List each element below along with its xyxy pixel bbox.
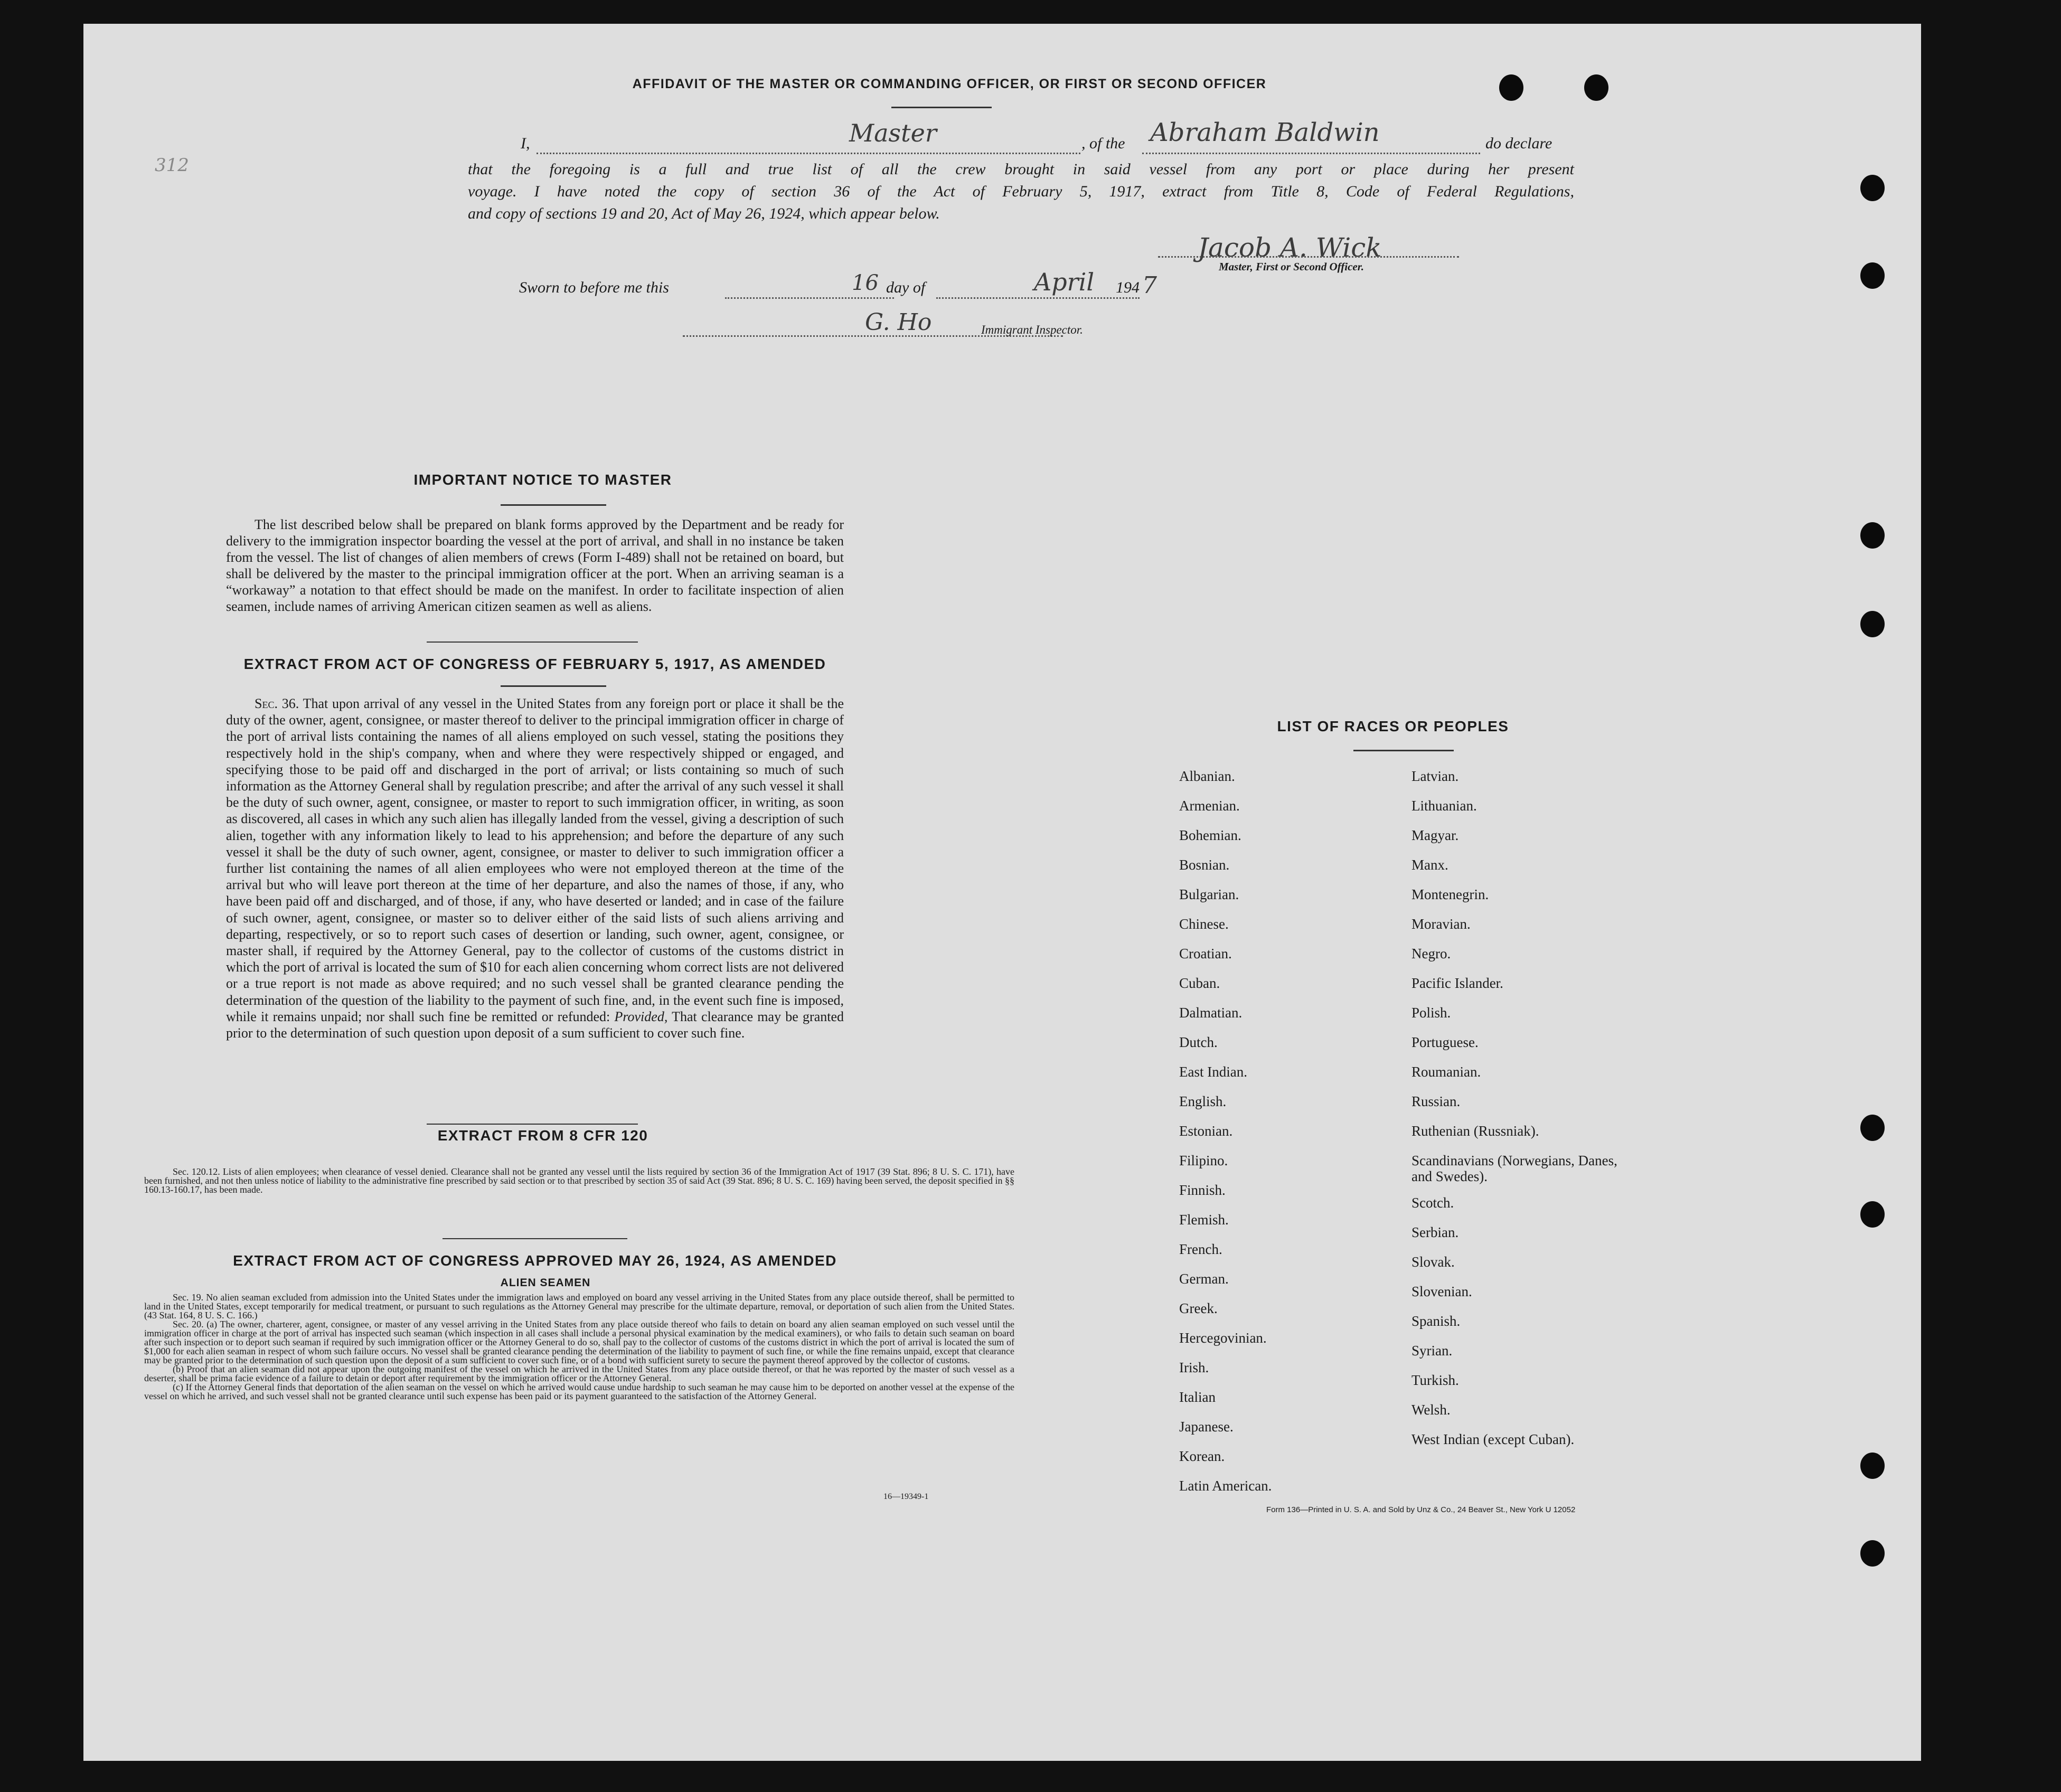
month-blank — [936, 297, 1140, 299]
cfr-title: EXTRACT FROM 8 CFR 120 — [437, 1127, 648, 1144]
inspector-caption: Immigrant Inspector. — [981, 323, 1083, 336]
notice-rule — [501, 504, 606, 506]
race-item: Slovak. — [1411, 1254, 1455, 1270]
race-item: Roumanian. — [1411, 1064, 1481, 1080]
race-item: Turkish. — [1411, 1372, 1459, 1388]
affidavit-line: that the foregoing is a full and true list of all the crew brought in said vessel from any port or place during her present — [468, 161, 1574, 178]
race-item: Montenegrin. — [1411, 886, 1489, 902]
section-20c: (c) If the Attorney General finds that deportation of the alien seaman on the vessel on which he arrived would cause undue hardship to such seaman he may cause him to be deported on another vessel at the expense of the vessel on which he arrived, and such vessel shall not be granted clearance until such expense has been paid or its payment guaranteed to the satisfaction of the Attorney General. — [144, 1382, 1014, 1401]
punch-hole — [1860, 1540, 1885, 1567]
race-item: Bosnian. — [1179, 857, 1230, 873]
races-title: LIST OF RACES OR PEOPLES — [1277, 718, 1509, 734]
race-item: Hercegovinian. — [1179, 1330, 1267, 1346]
race-item: Japanese. — [1179, 1419, 1234, 1435]
race-item: Finnish. — [1179, 1182, 1226, 1198]
race-item: Bohemian. — [1179, 827, 1241, 843]
race-item: French. — [1179, 1241, 1222, 1257]
race-item: English. — [1179, 1093, 1227, 1109]
race-item: Portuguese. — [1411, 1034, 1479, 1050]
race-item: Scandinavians (Norwegians, Danes, and Swedes). — [1411, 1153, 1617, 1184]
year-label: 194 — [1116, 279, 1140, 296]
section-text: That upon arrival of any vessel in the United States from any foreign port or place it shall be the duty of the owner, agent, consignee, or master thereof to deliver to the principal immigration officer in charge of the port of arrival lists containing the names of all aliens employed on such vessel, stating the positions they respectively hold in the ship's company, when and where they were respectively shipped or engaged, and specifying those to be paid off and discharged in the port of arrival; or lists containing so much of such information as the Attorney General shall by regulation prescribe; and after the arrival of any such vessel it shall be the duty of such owner, agent, consignee, or master to report to such immigration officer, in writing, as soon as discovered, all cases in which any such alien has illegally landed from the vessel, giving a description of such alien, together with any information likely to lead to his apprehension; and before the departure of any such vessel it shall be the duty of such owner, agent, consignee, or master to deliver to such immigration officer a further list containing the names of all alien employees who were not employed thereon at the time of the arrival but who will leave port thereon at the time of her departure, and also the names of those, if any, who have been paid off and discharged, and of those, if any, who have deserted or landed; and in case of the failure of such owner, agent, consignee, or master so to deliver either of the said lists of such aliens arriving and departing, respectively, or so to report such cases of desertion or landing, such owner, agent, consignee, or master shall, if required by the Attorney General, pay to the collector of customs of the customs district in which the port of arrival is located the sum of $10 for each alien concerning whom correct lists are not delivered or a true report is not made as above required; and no such vessel shall be granted clearance pending the determination of the question of the liability to the payment of such fine, and, in the event such fine is imposed, while it remains unpaid; nor shall such fine be remitted or refunded: — [226, 696, 844, 1024]
race-item: Korean. — [1179, 1448, 1225, 1464]
day-of-label: day of — [886, 279, 926, 296]
alien-seamen-subtitle: ALIEN SEAMEN — [500, 1277, 591, 1289]
race-item: Welsh. — [1411, 1402, 1451, 1418]
race-item: German. — [1179, 1271, 1229, 1287]
extract-1917-rule — [501, 685, 606, 687]
race-item: Moravian. — [1411, 916, 1471, 932]
vessel-blank — [1142, 153, 1480, 154]
document-sheet — [83, 24, 1921, 1761]
punch-hole — [1860, 1453, 1885, 1479]
punch-hole — [1860, 262, 1885, 289]
extract-1917-divider — [427, 1124, 638, 1125]
punch-hole — [1860, 522, 1885, 549]
race-item: Scotch. — [1411, 1195, 1454, 1211]
race-item: Estonian. — [1179, 1123, 1233, 1139]
race-item: Dalmatian. — [1179, 1005, 1243, 1021]
race-item: East Indian. — [1179, 1064, 1247, 1080]
margin-note: 312 — [155, 155, 189, 176]
punch-hole — [1860, 611, 1885, 637]
races-right-column — [1411, 768, 1633, 1461]
affidavit-i: I, — [521, 135, 530, 152]
race-item: Slovenian. — [1411, 1284, 1472, 1299]
title-rule — [891, 107, 992, 108]
punch-hole — [1584, 74, 1608, 101]
race-item: Negro. — [1411, 946, 1451, 961]
race-item: Filipino. — [1179, 1153, 1228, 1168]
of-the-label: , of the — [1081, 135, 1125, 152]
sworn-label: Sworn to before me this — [519, 279, 669, 296]
do-declare-label: do declare — [1485, 135, 1552, 152]
race-item: Greek. — [1179, 1300, 1218, 1316]
extract-1917-title: EXTRACT FROM ACT OF CONGRESS OF FEBRUARY 5, 1917, AS AMENDED — [243, 656, 826, 672]
section-20a: Sec. 20. (a) The owner, charterer, agent, consignee, or master of any vessel arriving in the United States from any place outside thereof who fails to detain on board any alien seaman employed on such vessel until the immigration officer in charge at the port of arrival has inspected such seaman (which inspection in all cases shall include a personal physical examination by the medical examiners), or who fails to detain such seaman on board after such inspection or to deport such seaman if required by such immigration officer or the Attorney General to do so, shall pay to the collector of customs of the customs district in which the port of arrival is located the sum of $1,000 for each alien seaman in respect of whom such failure occurs. No vessel shall be granted clearance pending the determination of the liability to payment of such fine, or while the fine remains unpaid, except that clearance may be granted prior to the determination of such question upon the deposit of a sum sufficient to cover such fine, or of a bond with sufficient surety to secure the payment thereof approved by the collector of customs. — [144, 1319, 1014, 1365]
punch-hole — [1860, 175, 1885, 201]
race-item: Irish. — [1179, 1360, 1209, 1375]
race-item: Chinese. — [1179, 916, 1229, 932]
punch-hole — [1860, 1115, 1885, 1141]
printer-footer: Form 136—Printed in U. S. A. and Sold by Unz & Co., 24 Beaver St., New York U 12052 — [1266, 1505, 1576, 1514]
section-19: Sec. 19. No alien seaman excluded from admission into the United States under the immigration laws and employed on board any vessel arriving in the United States from any place outside thereof, shall be permitted to land in the United States, except temporarily for medical treatment, or pursuant to such regulations as the Attorney General may prescribe for the ultimate departure, removal, or deportation of such alien from the United States. (43 Stat. 164, 8 U. S. C. 166.) — [144, 1292, 1014, 1321]
section-20b: (b) Proof that an alien seaman did not appear upon the outgoing manifest of the vessel on which he arrived in the United States from any place outside thereof, or that he was reported by the master of such vessel as a deserter, shall be prima facie evidence of a failure to detain or deport after requirement by the immigration officer or the Attorney General. — [144, 1364, 1014, 1383]
affidavit-line: and copy of sections 19 and 20, Act of May 26, 1924, which appear below. — [468, 205, 940, 222]
handwritten-day: 16 — [852, 271, 879, 295]
affidavit-title: AFFIDAVIT OF THE MASTER OR COMMANDING OFFICER, OR FIRST OR SECOND OFFICER — [632, 77, 1267, 91]
cfr-divider — [443, 1238, 627, 1239]
race-item: Bulgarian. — [1179, 886, 1239, 902]
handwritten-vessel: Abraham Baldwin — [1150, 118, 1380, 147]
race-item: Latin American. — [1179, 1478, 1272, 1494]
race-item: Italian — [1179, 1389, 1216, 1405]
cfr-body — [144, 1167, 1014, 1194]
race-item: Latvian. — [1411, 768, 1459, 784]
race-item: Croatian. — [1179, 946, 1232, 961]
race-item: Pacific Islander. — [1411, 975, 1503, 991]
race-item: Armenian. — [1179, 798, 1240, 814]
punch-hole — [1860, 1201, 1885, 1228]
races-rule — [1353, 750, 1454, 751]
race-item: Flemish. — [1179, 1212, 1229, 1228]
race-item: Syrian. — [1411, 1343, 1453, 1359]
race-item: Dutch. — [1179, 1034, 1218, 1050]
signature-blank — [1158, 256, 1459, 258]
punch-hole — [1499, 74, 1523, 101]
section-label: Sec. 36. — [255, 696, 299, 711]
handwritten-signature: Jacob A. Wick — [1198, 232, 1382, 263]
race-item: Russian. — [1411, 1093, 1461, 1109]
signature-caption: Master, First or Second Officer. — [1219, 260, 1364, 273]
handwritten-master: Master — [849, 119, 937, 147]
notice-divider — [427, 642, 638, 643]
extract-1924-title: EXTRACT FROM ACT OF CONGRESS APPROVED MAY 26, 1924, AS AMENDED — [233, 1252, 837, 1269]
cfr-paragraph: Sec. 120.12. Lists of alien employees; when clearance of vessel denied. Clearance shall not be granted any vessel until the lists required by section 36 of the Immigration Act of 1917 (39 Stat. 896; 8 U. S. C. 171), have been furnished, and not then unless notice of liability to the administrative fine prescribed by said section or to that prescribed by section 35 of said Act (39 Stat. 896; 8 U. S. C. 169) having been served, the deposit specified in §§ 160.13-160.17, has been made. — [144, 1166, 1014, 1195]
race-item: Magyar. — [1411, 827, 1459, 843]
section-tail: That clearance may be granted prior to the determination of such question upon deposit of a sum sufficient to cover such fine. — [226, 1008, 844, 1041]
notice-title: IMPORTANT NOTICE TO MASTER — [413, 471, 672, 488]
handwritten-inspector: G. Ho — [865, 309, 932, 336]
notice-body — [226, 516, 844, 615]
extract-1924-body — [144, 1293, 1014, 1401]
handwritten-month: April — [1034, 268, 1095, 296]
race-item: Ruthenian (Russniak). — [1411, 1123, 1539, 1139]
races-left-column — [1179, 768, 1401, 1507]
handwritten-year: 7 — [1142, 272, 1157, 299]
form-code: 16—19349-1 — [883, 1492, 929, 1501]
race-item: Manx. — [1411, 857, 1448, 873]
race-item: Albanian. — [1179, 768, 1235, 784]
race-item: Polish. — [1411, 1005, 1451, 1021]
name-blank — [537, 153, 1080, 154]
affidavit-body — [468, 158, 1574, 225]
provided-label: Provided, — [614, 1008, 668, 1024]
race-item: West Indian (except Cuban). — [1411, 1431, 1575, 1447]
race-item: Serbian. — [1411, 1224, 1459, 1240]
day-blank — [725, 297, 894, 299]
affidavit-line: voyage. I have noted the copy of section 36 of the Act of February 5, 1917, extract from Title 8, Code of Federal Regulations, — [468, 183, 1574, 200]
race-item: Lithuanian. — [1411, 798, 1477, 814]
race-item: Spanish. — [1411, 1313, 1461, 1329]
race-item: Cuban. — [1179, 975, 1220, 991]
extract-1917-body — [226, 695, 844, 1041]
notice-paragraph: The list described below shall be prepared on blank forms approved by the Department and be ready for delivery to the immigration inspector boarding the vessel at the port of arrival, and shall in no instance be taken from the vessel. The list of changes of alien members of crews (Form I-489) shall not be retained on board, but shall be delivered by the master to the principal immigration officer at the port. When an arriving seaman is a “workaway” a notation to that effect should be made on the manifest. In order to facilitate inspection of alien seamen, include names of arriving American citizen seamen as well as aliens. — [226, 517, 844, 614]
